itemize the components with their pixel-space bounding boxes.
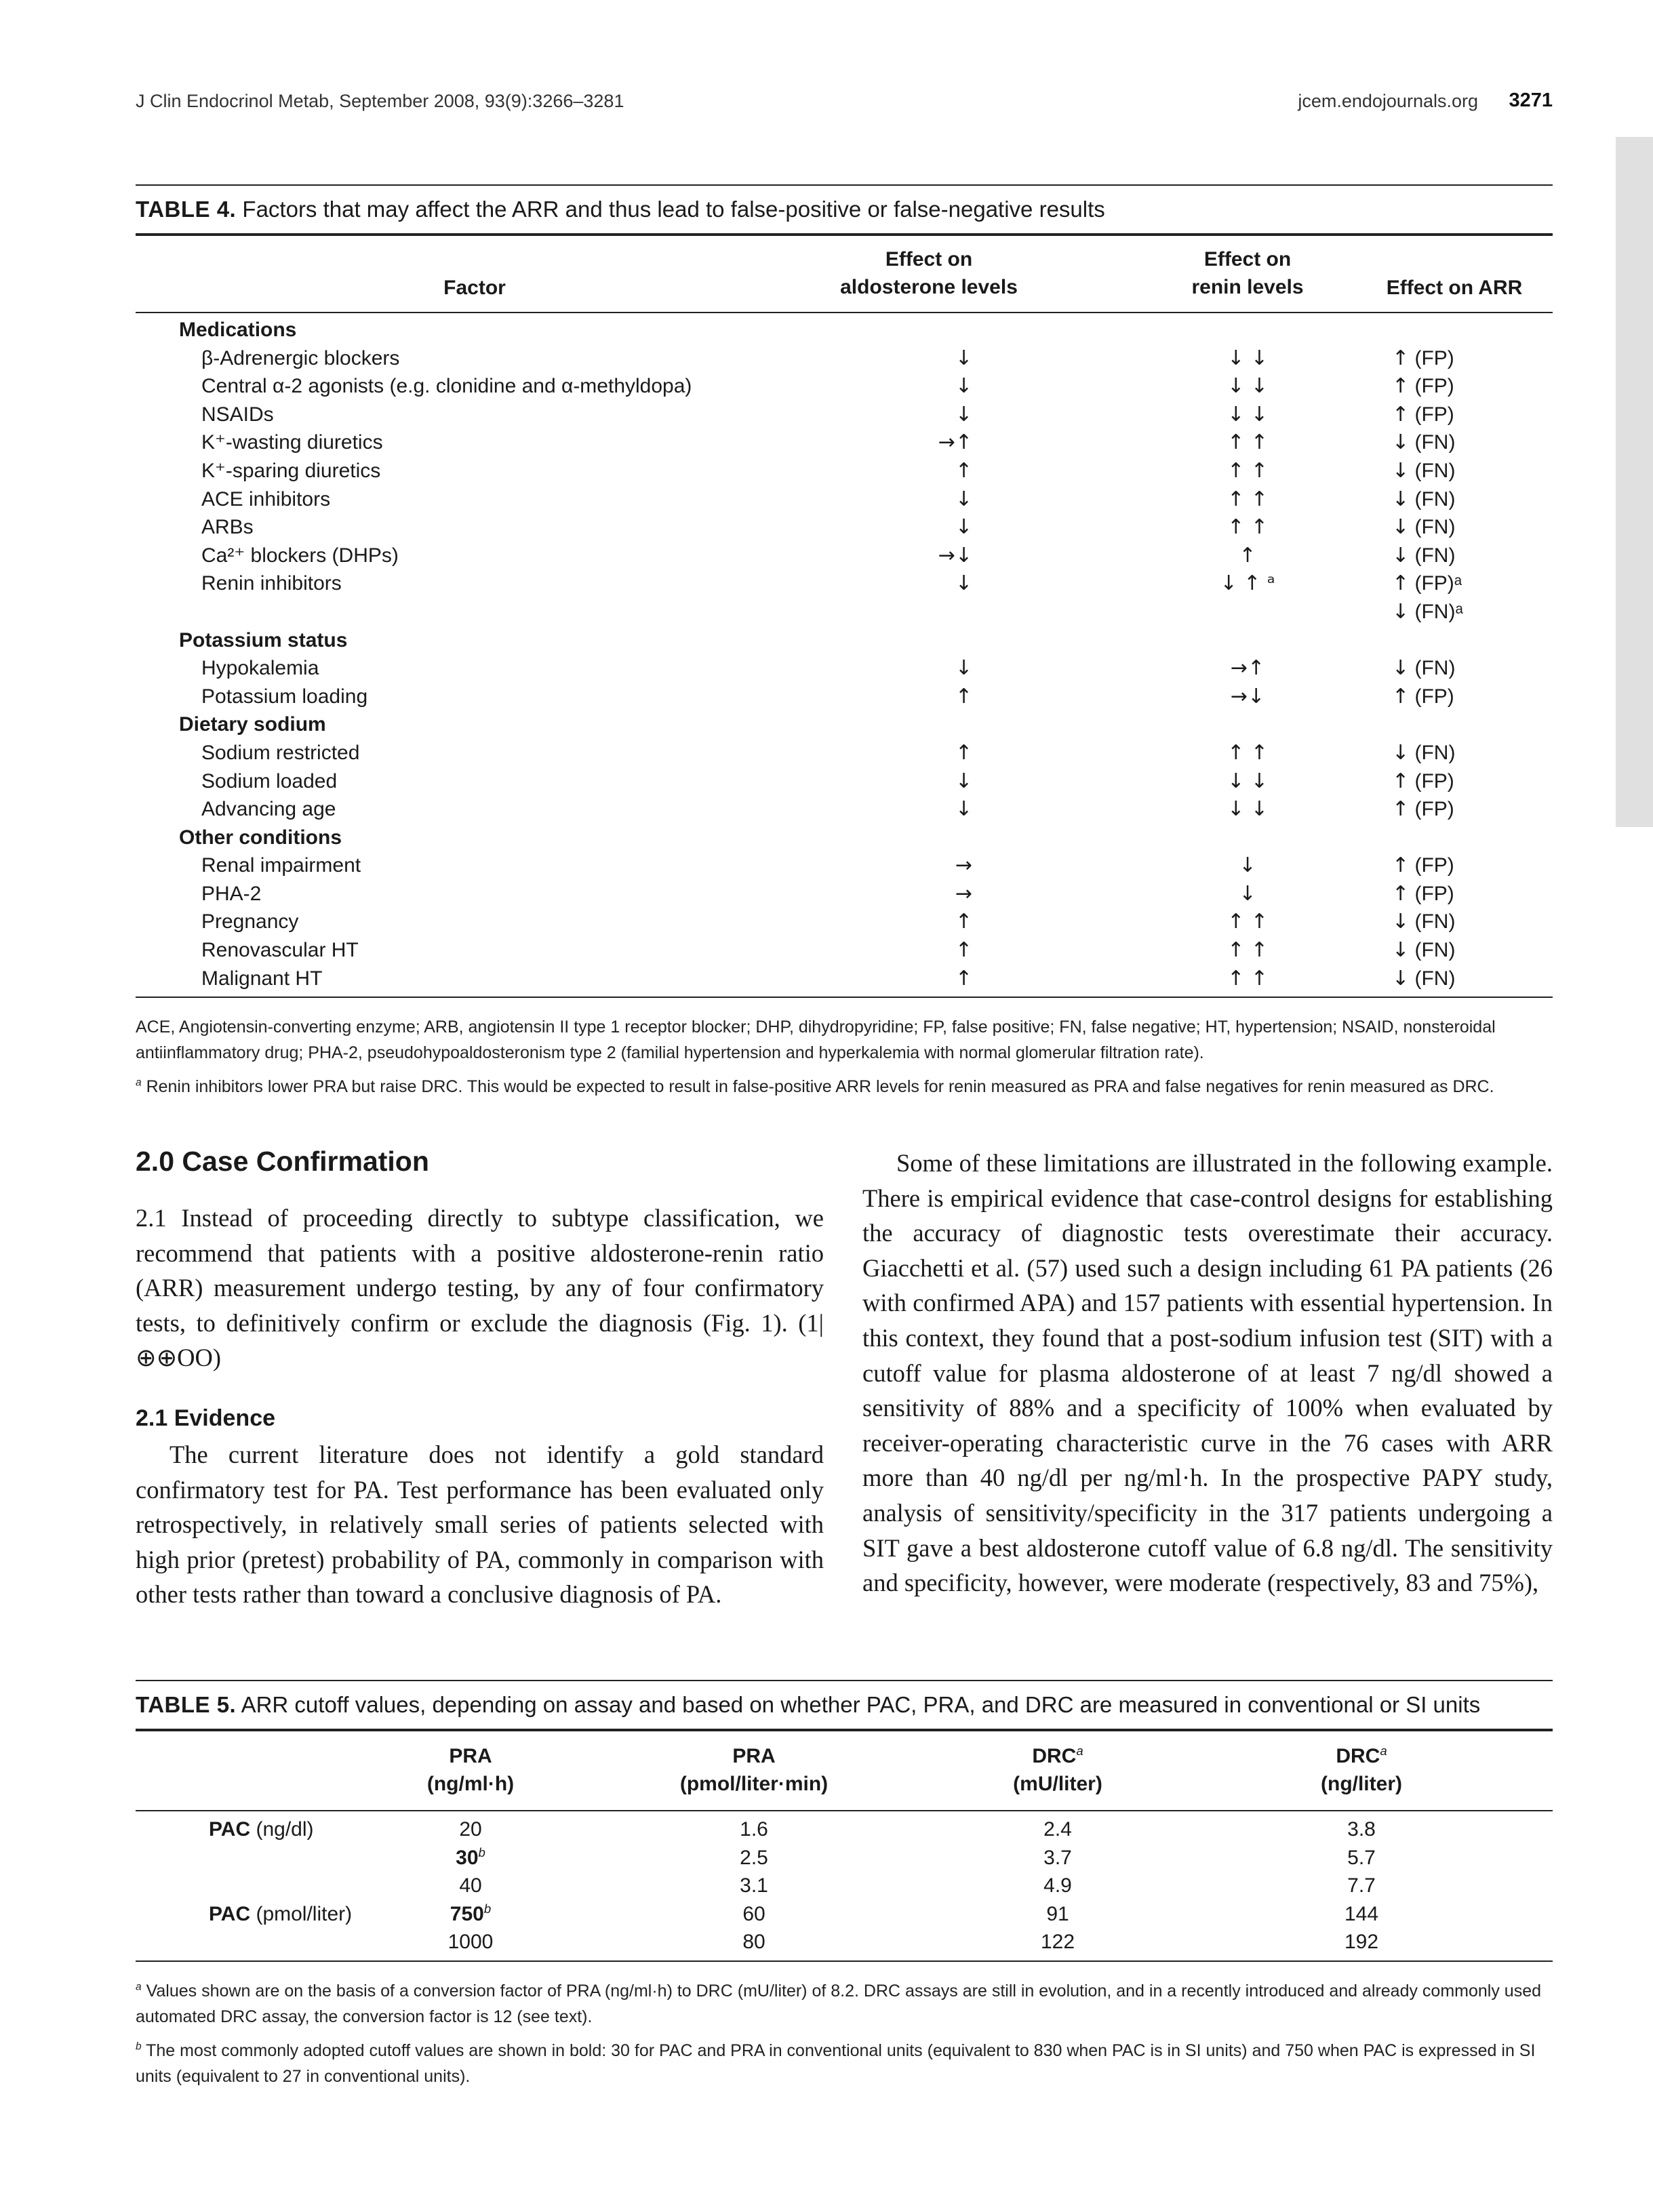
table-row [136,401,1553,429]
table-4-body [136,313,1553,998]
table-5-header [136,1731,1553,1811]
arr-arrow: ↑ [1392,769,1410,793]
table-5-footnote-a [136,1978,1553,2030]
arr-effect-cell [1392,908,1455,936]
cutoff-value-cell [942,1928,1173,1956]
renin-effect-cell: ↓ [1239,881,1256,906]
table-row [136,1928,1553,1956]
renin-effect-cell: ↑ [1239,543,1256,567]
renin-effect-cell: ↓ ↓ [1227,346,1268,370]
col-header-superscript: a [1380,1744,1387,1758]
arr-effect-cell [1392,598,1463,626]
table-5-notes [136,1978,1553,2089]
row-label [209,1815,314,1844]
cutoff-value: 91 [1046,1902,1069,1925]
table-row [136,710,1553,739]
cutoff-value-cell [1246,1928,1477,1956]
category-label: Dietary sodium [179,713,326,736]
renin-effect-cell: ↑ ↑ [1227,910,1268,934]
factor-cell: Advancing age [201,798,336,821]
aldosterone-effect-cell: ↑ [955,458,972,483]
arr-label: (FN) [1414,431,1456,454]
table-row [136,569,1553,598]
footnote-marker: a [136,1077,142,1089]
table-5 [136,1680,1553,2097]
arr-arrow: ↓ [1392,910,1410,934]
arr-label: (FP) [1414,685,1454,708]
cutoff-value: 4.9 [1043,1874,1072,1897]
aldosterone-effect-cell: ↓ [955,402,972,426]
renin-effect-cell: ↑ ↑ [1227,938,1268,963]
renin-effect-cell: ↓ ↓ [1227,374,1268,399]
footnote-marker: b [478,1845,485,1859]
arr-arrow: ↓ [1392,599,1410,624]
footnote-marker: a [136,1981,142,1993]
arr-effect-cell [1392,428,1455,457]
arr-effect-cell [1392,457,1455,485]
cutoff-value: 60 [742,1902,765,1925]
arr-effect-cell [1392,542,1455,570]
table-4 [136,184,1553,1108]
aldosterone-effect-cell: ↓ [955,769,972,793]
renin-effect-cell: ↑ ↑ [1227,515,1268,540]
col-header-arr: Effect on ARR [1386,277,1523,299]
table-row [136,542,1553,570]
aldosterone-effect-cell: ↑ [955,938,972,963]
col-header-line2: (pmol/liter·min) [679,1773,829,1795]
arr-arrow: ↓ [1392,515,1410,540]
renin-effect-cell: ↓ ↓ [1227,402,1268,426]
table-row [136,851,1553,880]
renin-effect-cell: →↑ [1230,656,1265,681]
arr-effect-cell [1392,795,1454,824]
cutoff-value: 3.7 [1043,1846,1072,1869]
table-row [136,1844,1553,1872]
section-heading: 2.0 Case Confirmation [136,1146,429,1177]
col-header-aldosterone [786,245,1071,301]
cutoff-value: 80 [742,1931,765,1954]
renin-effect-cell: ↓ ↑ ᵃ [1220,571,1275,596]
table-row [136,936,1553,965]
table-4-label: TABLE 4. [136,197,237,222]
cutoff-value: 7.7 [1347,1874,1376,1897]
aldosterone-effect-cell: ↑ [955,740,972,765]
cutoff-value-cell [1246,1900,1477,1929]
cutoff-value-cell [639,1844,869,1872]
col-header [942,1742,1173,1798]
table-5-label: TABLE 5. [136,1692,237,1717]
cutoff-value-cell [1246,1844,1477,1872]
arr-effect-cell [1392,344,1454,373]
table-5-footnote-b [136,2038,1553,2089]
category-label: Medications [179,319,297,341]
table-row [136,880,1553,908]
arr-label: (FN) [1414,910,1456,933]
cutoff-value-cell [1246,1872,1477,1900]
cutoff-value: 2.4 [1043,1818,1072,1841]
table-4-header [136,236,1553,313]
table-5-body [136,1811,1553,1962]
cutoff-value: 1000 [447,1931,494,1954]
renin-effect-cell: ↑ ↑ [1227,966,1268,990]
arr-arrow: ↑ [1392,684,1410,708]
table-row [136,908,1553,936]
arr-arrow: ↑ [1392,346,1410,370]
arr-effect-cell [1392,401,1454,429]
cutoff-value-cell [355,1815,586,1844]
cutoff-value-cell [639,1928,869,1956]
aldosterone-effect-cell: ↓ [955,515,972,540]
table-row [136,795,1553,824]
arr-label: (FN) [1414,459,1456,482]
table-5-caption [136,1680,1553,1731]
arr-effect-cell [1392,880,1454,908]
arr-label: (FN) [1414,544,1456,567]
row-label-quantity: PAC [209,1902,251,1925]
factor-cell: K⁺-sparing diuretics [201,459,381,482]
row-label-unit: (ng/dl) [250,1818,314,1841]
journal-citation: J Clin Endocrinol Metab, September 2008, 93(9):3266–3281 [136,91,624,111]
left-column [136,1146,824,1612]
arr-effect-cell [1392,513,1455,542]
side-thumb-tab [1616,137,1653,827]
cutoff-value-cell [942,1872,1173,1900]
arr-arrow: ↑ [1392,797,1410,822]
factor-cell: Central α-2 agonists (e.g. clonidine and α-methyldopa) [201,375,692,398]
arr-label: (FN) [1414,939,1456,962]
arr-arrow: ↓ [1392,656,1410,681]
factor-cell: ARBs [201,516,254,539]
table-row [136,598,1553,626]
row-label-quantity: PAC [209,1818,251,1841]
col-header-superscript: a [1076,1744,1083,1758]
cutoff-value: 30 [456,1846,479,1869]
arr-label: (FP) [1414,403,1454,426]
cutoff-value: 1.6 [740,1818,768,1841]
factor-cell: Hypokalemia [201,657,319,680]
table-row [136,965,1553,993]
factor-cell: Renal impairment [201,854,361,877]
aldosterone-effect-cell: ↓ [955,374,972,399]
arr-effect-cell [1392,767,1454,796]
col-header-line1: PRA [449,1745,492,1767]
cutoff-value: 2.5 [740,1846,768,1869]
journal-url[interactable]: jcem.endojournals.org [1298,91,1478,111]
aldosterone-effect-cell: ↑ [955,684,972,708]
cutoff-value-cell [639,1815,869,1844]
arr-label: (FP) [1414,346,1454,369]
col-header-line2: (ng/liter) [1321,1773,1402,1795]
arr-label: (FN) [1414,516,1456,539]
factor-cell: β-Adrenergic blockers [201,346,400,369]
renin-effect-cell: ↑ ↑ [1227,458,1268,483]
cutoff-value: 5.7 [1347,1846,1376,1869]
cutoff-value: 3.8 [1347,1818,1376,1841]
table-row [136,739,1553,767]
table-row [136,457,1553,485]
factor-cell: Sodium restricted [201,741,360,764]
table-row [136,316,1553,344]
cutoff-value-cell [1246,1815,1477,1844]
cutoff-value-cell [639,1872,869,1900]
renin-effect-cell: ↓ ↓ [1227,797,1268,822]
arr-label: (FP) [1414,375,1454,398]
row-label [209,1900,352,1929]
col-header [355,1742,586,1798]
table-row [136,626,1553,655]
factor-cell: NSAIDs [201,403,274,426]
renin-effect-cell: ↑ ↑ [1227,740,1268,765]
cutoff-value-cell [355,1900,586,1929]
evidence-paragraph: The current literature does not identify a gold standard confirmatory test for PA. Test performance has been evaluated only retrospectively, in relatively small series of patients selected with high prior (pretest) probability of PA, commonly in comparison with other tests rather than toward a conclusive diagnosis of PA. [136,1440,824,1609]
cutoff-value: 40 [459,1874,482,1897]
arr-label: (FN) [1414,741,1456,764]
cutoff-value-cell [355,1872,586,1900]
factor-cell: Renovascular HT [201,939,359,962]
aldosterone-effect-cell: ↓ [955,797,972,822]
arr-arrow: ↑ [1392,571,1410,596]
arr-arrow: ↓ [1392,487,1410,511]
table-row [136,1900,1553,1929]
table-4-caption [136,184,1553,236]
col-header-line1: DRC [1336,1745,1380,1767]
factor-cell: K⁺-wasting diuretics [201,431,383,454]
running-head [136,87,1553,121]
aldosterone-effect-cell: ↓ [955,487,972,511]
cutoff-value-cell [639,1900,869,1929]
category-label: Other conditions [179,826,342,849]
arr-effect-cell [1392,654,1455,683]
arr-label: (FP) [1414,769,1454,792]
col-header-aldosterone-line2: aldosterone levels [840,276,1018,298]
footnote-marker: b [483,1901,492,1916]
arr-label: (FN) [1414,657,1456,680]
table-5-title: ARR cutoff values, depending on assay and based on whether PAC, PRA, and DRC are measured in conventional or SI units [241,1692,1481,1717]
col-header-renin [1139,245,1356,301]
category-label: Potassium status [179,628,348,651]
cutoff-value-cell [942,1815,1173,1844]
table-row [136,344,1553,373]
renin-effect-cell: ↑ ↑ [1227,430,1268,455]
table-row [136,1872,1553,1900]
arr-effect-cell [1392,683,1454,711]
right-paragraph: Some of these limitations are illustrated in the following example. There is empirical evidence that case-control designs for establishing the accuracy of diagnostic tests overestimate their accuracy. Giacchetti et al. (57) used such a design including 61 PA patients (26 with confirmed APA) and 157 patients with essential hypertension. In this context, they found that a post-sodium infusion test (SIT) with a cutoff value for plasma aldosterone of at least 7 ng/dl showed a sensitivity of 88% and a specificity of 100% when evaluated by receiver-operating characteristic curve in the 76 cases with ARR more than 40 ng/dl per ng/ml·h. In the prospective PAPY study, analysis of sensitivity/specificity in the 317 patients undergoing a SIT gave a best aldosterone cutoff value of 6.8 ng/dl. The sensitivity and specificity, however, were moderate (respectively, 83 and 75%), [862,1149,1553,1597]
aldosterone-effect-cell: → [955,853,972,878]
factor-cell: Pregnancy [201,910,299,933]
cutoff-value-cell [942,1844,1173,1872]
arr-arrow: ↓ [1392,966,1410,990]
table-row [136,654,1553,683]
arr-arrow: ↑ [1392,881,1410,906]
arr-effect-cell [1392,851,1454,880]
aldosterone-effect-cell: →↑ [938,430,972,455]
aldosterone-effect-cell: →↓ [938,543,972,567]
col-header-line2: (ng/ml·h) [426,1773,515,1795]
arr-label: (FN) [1414,967,1456,990]
cutoff-value: 122 [1040,1931,1075,1954]
arr-arrow: ↑ [1392,374,1410,399]
col-header-aldosterone-line1: Effect on [885,248,973,270]
renin-effect-cell: ↓ [1239,853,1256,878]
arr-effect-cell [1392,372,1454,401]
cutoff-value: 20 [459,1818,482,1841]
footnote-text: Values shown are on the basis of a conversion factor of PRA (ng/ml·h) to DRC (mU/liter) of 8.2. DRC assays are still in evolution, and in a recently introduced and already commonly used automated DRC assay, the conversion factor is 12 (see text). [136,1981,1542,2026]
aldosterone-effect-cell: ↑ [955,910,972,934]
factor-cell: ACE inhibitors [201,487,331,510]
arr-arrow: ↑ [1392,853,1410,878]
aldosterone-effect-cell: ↑ [955,966,972,990]
col-header-factor: Factor [443,277,506,299]
arr-label: (FP) [1414,798,1454,821]
aldosterone-effect-cell: ↓ [955,656,972,681]
footnote-marker: b [136,2040,142,2053]
factor-cell: PHA-2 [201,882,262,905]
arr-label: (FP)ᵃ [1414,572,1462,595]
table-row [136,1815,1553,1844]
arr-label: (FN) [1414,487,1456,510]
footnote-text: Renin inhibitors lower PRA but raise DRC. This would be expected to result in false-positive ARR levels for renin measured as PRA and false negatives for renin measured as DRC. [141,1077,1494,1097]
col-header-renin-line1: Effect on [1203,248,1292,270]
col-header-line1: DRC [1032,1745,1077,1767]
cutoff-value-cell [355,1844,586,1872]
table-4-notes [136,1014,1553,1100]
arr-arrow: ↑ [1392,402,1410,426]
table-4-title: Factors that may affect the ARR and thus lead to false-positive or false-negative results [242,197,1105,222]
right-column [862,1146,1553,1601]
table-row [136,372,1553,401]
arr-effect-cell [1392,965,1455,993]
aldosterone-effect-cell: → [955,881,972,906]
table-row [136,428,1553,457]
renin-effect-cell: ↓ ↓ [1227,769,1268,793]
cutoff-value-cell [942,1900,1173,1929]
cutoff-value: 144 [1344,1902,1379,1925]
cutoff-value: 192 [1344,1931,1379,1954]
arr-effect-cell [1392,569,1462,598]
factor-cell: Sodium loaded [201,769,338,792]
table-row [136,767,1553,796]
arr-effect-cell [1392,739,1455,767]
aldosterone-effect-cell: ↓ [955,571,972,596]
cutoff-value: 750 [450,1902,484,1925]
col-header-line1: PRA [732,1745,776,1767]
factor-cell: Malignant HT [201,967,323,990]
arr-label: (FP) [1414,882,1454,905]
factor-cell: Potassium loading [201,685,368,708]
row-label-unit: (pmol/liter) [250,1902,353,1925]
col-header-line2: (mU/liter) [1013,1773,1102,1795]
arr-arrow: ↓ [1392,740,1410,765]
table-row [136,513,1553,542]
renin-effect-cell: ↑ ↑ [1227,487,1268,511]
arr-label: (FP) [1414,854,1454,877]
arr-label: (FN)ᵃ [1414,600,1463,623]
aldosterone-effect-cell: ↓ [955,346,972,370]
arr-effect-cell [1392,485,1455,514]
table-row [136,485,1553,514]
table-4-footnote-a [136,1074,1553,1100]
table-row [136,824,1553,852]
factor-cell: Ca²⁺ blockers (DHPs) [201,544,399,567]
factor-cell: Renin inhibitors [201,572,342,595]
arr-arrow: ↓ [1392,543,1410,567]
col-header [1246,1742,1477,1798]
cutoff-value: 3.1 [740,1874,768,1897]
recommendation-paragraph: 2.1 Instead of proceeding directly to subtype classification, we recommend that patients with a positive aldosterone-renin ratio (ARR) measurement undergo testing, by any of four confirmatory tests, to definitively confirm or exclude the diagnosis (Fig. 1). (1|⊕⊕OO) [136,1204,824,1372]
evidence-heading: 2.1 Evidence [136,1405,276,1431]
renin-effect-cell: →↓ [1230,684,1265,708]
footnote-text: The most commonly adopted cutoff values are shown in bold: 30 for PAC and PRA in conventional units (equivalent to 830 when PAC is in SI units) and 750 when PAC is expressed in SI units (equivalent to 27 in conventional units). [136,2040,1536,2086]
arr-effect-cell [1392,936,1455,965]
arr-arrow: ↓ [1392,458,1410,483]
arr-arrow: ↓ [1392,938,1410,963]
col-header-renin-line2: renin levels [1191,276,1304,298]
cutoff-value-cell [355,1928,586,1956]
table-row [136,683,1553,711]
arr-arrow: ↓ [1392,430,1410,455]
page-number: 3271 [1509,89,1553,111]
col-header [639,1742,869,1798]
table-4-abbreviations: ACE, Angiotensin-converting enzyme; ARB, angiotensin II type 1 receptor blocker; DHP, dihydropyridine; FP, false positive; FN, false negative; HT, hypertension; NSAID, nonsteroidal antiinflammatory drug; PHA-2, pseudohypoaldosteronism type 2 (familial hypertension and hyperkalemia with normal glomerular filtration rate). [136,1018,1496,1063]
